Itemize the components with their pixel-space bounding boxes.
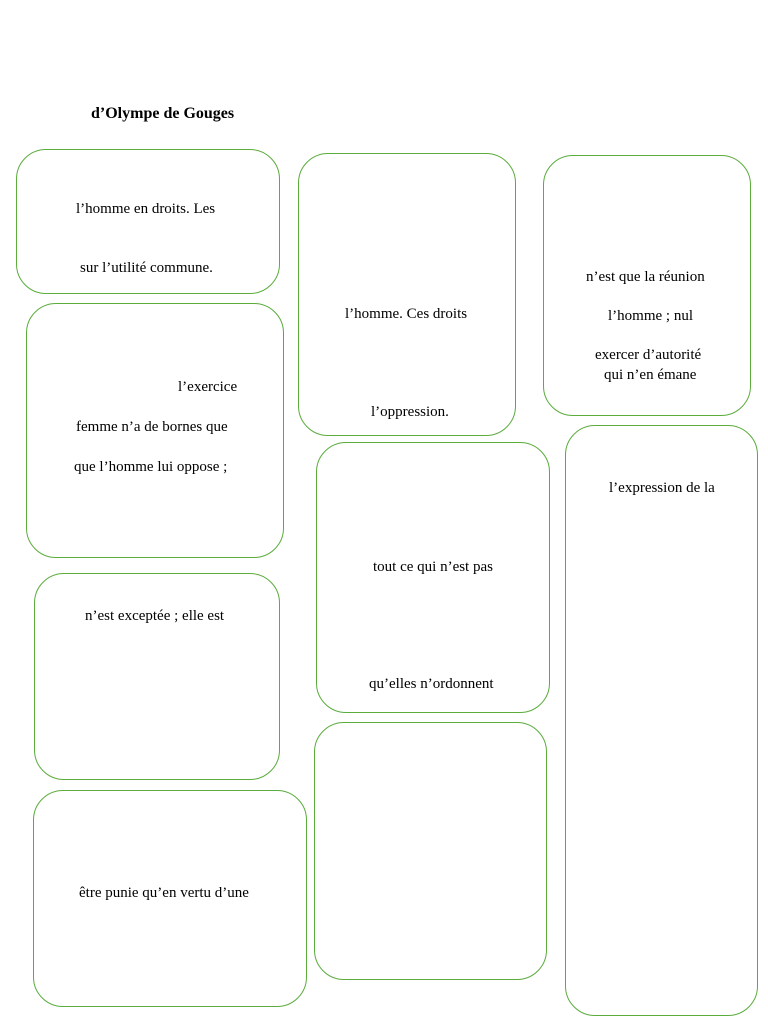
card-4-line-3: que l’homme lui oppose ;	[74, 459, 228, 475]
card-9-line-1: être punie qu’en vertu d’une	[79, 885, 249, 901]
card-1-line-2: sur l’utilité commune.	[80, 260, 213, 276]
text-card-8-empty	[314, 722, 547, 980]
card-1-line-1: l’homme en droits. Les	[76, 201, 216, 217]
card-5-line-1: tout ce qui n’est pas	[373, 559, 493, 575]
text-card-7	[34, 573, 280, 780]
card-3-line-1: n’est que la réunion	[586, 269, 705, 285]
card-2-line-2: l’oppression.	[371, 404, 449, 420]
card-3-line-3: exercer d’autorité	[595, 347, 702, 363]
card-4-line-2: femme n’a de bornes que	[76, 419, 228, 435]
card-7-line-1: n’est exceptée ; elle est	[85, 608, 225, 624]
text-card-5	[316, 442, 550, 713]
text-card-6	[565, 425, 758, 1016]
card-3-line-2: l’homme ; nul	[608, 308, 693, 324]
card-5-line-2: qu’elles n’ordonnent	[369, 676, 494, 692]
card-3-line-4: qui n’en émane	[604, 367, 697, 383]
card-2-line-1: l’homme. Ces droits	[345, 306, 468, 322]
document-title: d’Olympe de Gouges	[91, 105, 235, 122]
text-card-2	[298, 153, 516, 436]
card-4-line-1: l’exercice	[178, 379, 238, 395]
card-6-line-1: l’expression de la	[609, 480, 715, 496]
